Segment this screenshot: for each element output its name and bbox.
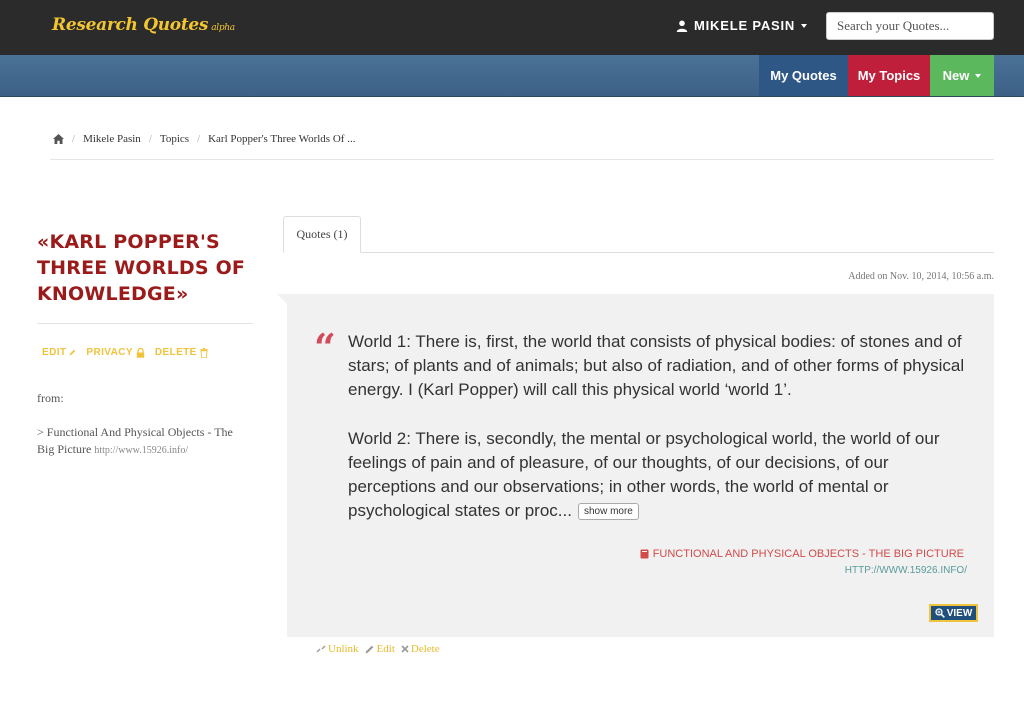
quote-notch — [277, 294, 287, 304]
show-more-button[interactable]: show more — [578, 503, 639, 520]
search-input[interactable] — [826, 12, 994, 40]
my-quotes-button[interactable] — [759, 55, 848, 96]
my-topics-label: My Topics — [857, 68, 921, 83]
brand-tag: alpha — [211, 23, 235, 33]
privacy-label: PRIVACY — [86, 347, 133, 358]
zoom-in-icon — [935, 608, 945, 618]
pencil-icon — [69, 349, 76, 356]
tab-divider — [283, 252, 994, 253]
close-icon — [401, 645, 409, 653]
quote-source-url[interactable]: HTTP://WWW.15926.INFO/ — [844, 565, 967, 576]
delete-topic-button[interactable] — [155, 347, 208, 358]
source-title: > Functional And Physical Objects - The Big Picture — [37, 425, 233, 456]
quote-mark-icon: “ — [314, 325, 336, 370]
book-icon — [640, 549, 649, 559]
delete-quote-button[interactable] — [401, 643, 440, 655]
breadcrumb-separator: / — [148, 133, 152, 145]
brand-logo[interactable] — [52, 15, 235, 35]
source-link[interactable] — [37, 424, 252, 459]
user-name: MIKELE PASIN — [694, 18, 796, 33]
my-topics-button[interactable] — [848, 55, 930, 96]
topic-actions — [42, 347, 208, 358]
quote-paragraph-2 — [348, 427, 968, 524]
user-icon — [676, 20, 688, 32]
quote-source-link[interactable] — [560, 548, 964, 560]
breadcrumb — [53, 133, 355, 145]
breadcrumb-item-current[interactable]: Karl Popper's Three Worlds Of ... — [208, 133, 356, 145]
topic-title: «KARL POPPER'S THREE WORLDS OF KNOWLEDGE» — [37, 231, 246, 305]
edit-label: EDIT — [42, 347, 67, 358]
quote-text — [348, 330, 968, 523]
breadcrumb-item-topics[interactable]: Topics — [159, 133, 190, 145]
edit-topic-button[interactable] — [42, 347, 76, 358]
breadcrumb-divider — [50, 159, 994, 160]
unlink-icon — [316, 645, 326, 653]
pencil-icon — [365, 645, 375, 654]
lock-icon — [136, 348, 145, 358]
quote-paragraph-1: World 1: There is, first, the world that consists of physical bodies: of stones and of stars; of plants and of animals; but also of radiation, and of other forms of physical energy. I (Karl Popper) will call this physical world ‘world 1’. — [348, 332, 965, 400]
chevron-down-icon — [975, 74, 981, 78]
unlink-label: Unlink — [328, 643, 359, 655]
from-label: from: — [37, 391, 64, 405]
brand-name: Research Quotes — [52, 15, 209, 35]
quote-added-date: Added on Nov. 10, 2014, 10:56 a.m. — [848, 271, 994, 282]
quote-source-title: FUNCTIONAL AND PHYSICAL OBJECTS - THE BIG PICTURE — [652, 548, 964, 560]
privacy-button[interactable] — [86, 347, 145, 358]
my-quotes-label: My Quotes — [770, 68, 837, 83]
delete-quote-label: Delete — [410, 643, 440, 655]
unlink-button[interactable] — [316, 643, 359, 655]
delete-label: DELETE — [154, 347, 197, 358]
new-label: New — [942, 68, 970, 83]
edit-quote-button[interactable] — [365, 643, 395, 655]
new-dropdown-button[interactable] — [930, 55, 994, 96]
tab-quotes[interactable] — [283, 216, 361, 253]
view-quote-button[interactable] — [929, 604, 978, 622]
breadcrumb-separator: / — [197, 133, 201, 145]
quote-paragraph-2-text: World 2: There is, secondly, the mental or psychological world, the world of our feelings of pain and of pleasure, of our thoughts, of our decisions, of our perceptions and our observations; in other words, the world of mental or psychological states or proc... — [348, 428, 940, 521]
view-label: VIEW — [946, 607, 973, 619]
chevron-down-icon — [801, 24, 807, 28]
trash-icon — [200, 348, 208, 358]
user-menu-dropdown[interactable] — [676, 18, 807, 33]
tab-quotes-label: Quotes (1) — [296, 227, 348, 241]
breadcrumb-item-user[interactable]: Mikele Pasin — [83, 133, 141, 145]
source-url: http://www.15926.info/ — [94, 445, 189, 456]
home-icon[interactable] — [53, 134, 64, 144]
title-divider — [37, 323, 253, 324]
edit-quote-label: Edit — [376, 643, 395, 655]
quote-actions — [316, 643, 440, 655]
breadcrumb-separator: / — [72, 133, 76, 145]
